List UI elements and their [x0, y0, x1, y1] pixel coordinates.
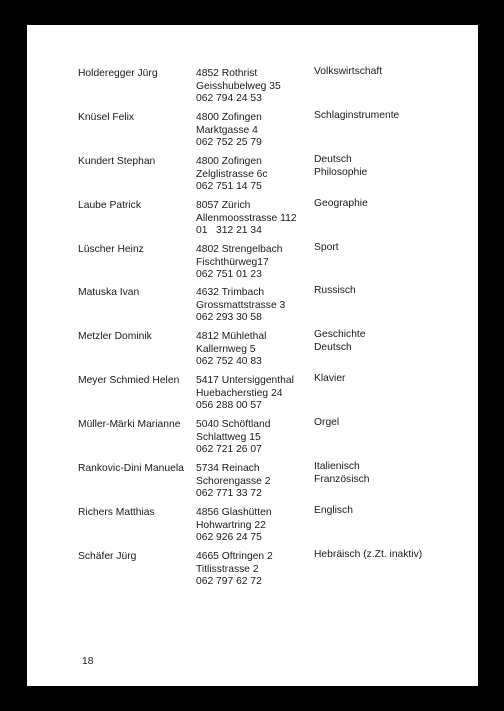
street: Huebacherstieg 24: [196, 387, 283, 399]
document-page: [27, 25, 478, 686]
person-name: Lüscher Heinz: [78, 244, 144, 255]
address-block: [196, 112, 262, 150]
phone-number: 062 721 26 07: [196, 444, 262, 456]
subject-block: [314, 505, 353, 518]
address-block: [196, 244, 282, 282]
subject-block: [314, 373, 345, 386]
postal-city: 4802 Strengelbach: [196, 244, 283, 255]
address-block: [196, 375, 294, 413]
directory-entry: [27, 112, 478, 156]
subject: Philosophie: [314, 166, 368, 178]
postal-city: 4852 Rothrist: [196, 68, 258, 79]
person-name: Metzler Dominik: [78, 331, 152, 342]
subject: Orgel: [314, 417, 340, 428]
phone-number: 01 312 21 34: [196, 225, 262, 237]
address-block: [196, 200, 297, 238]
person-name: Meyer Schmied Helen: [78, 375, 180, 386]
subject: Russisch: [314, 285, 356, 296]
person-name: Holderegger Jürg: [78, 68, 158, 79]
postal-city: 4665 Oftringen 2: [196, 551, 273, 562]
person-name: Schäfer Jürg: [78, 551, 137, 562]
subject: Geographie: [314, 198, 368, 209]
directory-entry: [27, 156, 478, 200]
street: Allenmoosstrasse 112: [196, 212, 297, 224]
phone-number: 062 751 14 75: [196, 181, 262, 193]
subject-block: [314, 154, 367, 179]
subject-block: [314, 461, 370, 486]
phone-number: 062 794 24 53: [196, 93, 262, 105]
subject-block: [314, 549, 422, 562]
address-block: [196, 331, 266, 369]
directory-entry: [27, 507, 478, 551]
phone-number: 062 752 40 83: [196, 356, 262, 368]
phone-number: 062 926 24 75: [196, 532, 262, 544]
address-block: [196, 287, 285, 325]
directory-entry: [27, 68, 478, 112]
subject: Hebräisch (z.Zt. inaktiv): [314, 549, 423, 560]
subject: Schlaginstrumente: [314, 110, 400, 121]
address-block: [196, 551, 273, 589]
street: Schorengasse 2: [196, 475, 271, 487]
postal-city: 4800 Zofingen: [196, 156, 262, 167]
street: Fischthürweg17: [196, 256, 269, 268]
directory-entry: [27, 551, 478, 595]
street: Zelglistrasse 6c: [196, 168, 268, 180]
subject-block: [314, 110, 399, 123]
directory-entry: [27, 200, 478, 244]
person-name: Matuska Ivan: [78, 287, 140, 298]
postal-city: 4812 Mühlethal: [196, 331, 267, 342]
subject-block: [314, 66, 382, 79]
address-block: [196, 419, 270, 457]
street: Geisshubelweg 35: [196, 80, 281, 92]
address-block: [196, 156, 268, 194]
address-block: [196, 507, 272, 545]
phone-number: 062 797 62 72: [196, 576, 262, 588]
directory-entry: [27, 463, 478, 507]
subject: Deutsch: [314, 341, 352, 353]
person-name: Knüsel Felix: [78, 112, 135, 123]
street: Marktgasse 4: [196, 124, 258, 136]
phone-number: 062 752 25 79: [196, 137, 262, 149]
phone-number: 062 751 01 23: [196, 269, 262, 281]
postal-city: 8057 Zürich: [196, 200, 251, 211]
address-block: [196, 68, 281, 106]
street: Hohwartring 22: [196, 519, 266, 531]
subject: Italienisch: [314, 461, 360, 472]
phone-number: 062 293 30 58: [196, 312, 262, 324]
subject: Volkswirtschaft: [314, 66, 383, 77]
postal-city: 4632 Trimbach: [196, 287, 265, 298]
person-name: Rankovic-Dini Manuela: [78, 463, 184, 474]
person-name: Müller-Märki Marianne: [78, 419, 181, 430]
postal-city: 4800 Zofingen: [196, 112, 262, 123]
phone-number: 062 771 33 72: [196, 488, 262, 500]
subject-block: [314, 417, 339, 430]
subject: Sport: [314, 242, 339, 253]
subject: Französisch: [314, 473, 370, 485]
subject: Geschichte: [314, 329, 366, 340]
person-name: Laube Patrick: [78, 200, 141, 211]
street: Kallernweg 5: [196, 343, 256, 355]
subject-block: [314, 285, 356, 298]
person-name: Kundert Stephan: [78, 156, 156, 167]
person-name: Richers Matthias: [78, 507, 155, 518]
postal-city: 5734 Reinach: [196, 463, 260, 474]
phone-number: 056 288 00 57: [196, 400, 262, 412]
subject: Deutsch: [314, 154, 352, 165]
street: Titlisstrasse 2: [196, 563, 259, 575]
subject: Klavier: [314, 373, 346, 384]
subject-block: [314, 242, 339, 255]
street: Schlattweg 15: [196, 431, 261, 443]
directory-entry: [27, 419, 478, 463]
subject-block: [314, 198, 368, 211]
page-number: 18: [82, 656, 94, 667]
street: Grossmattstrasse 3: [196, 299, 286, 311]
address-block: [196, 463, 270, 501]
subject: Englisch: [314, 505, 353, 516]
postal-city: 4856 Glashütten: [196, 507, 272, 518]
directory-entry: [27, 375, 478, 419]
postal-city: 5040 Schöftland: [196, 419, 271, 430]
directory-entry: [27, 287, 478, 331]
subject-block: [314, 329, 366, 354]
directory-entry: [27, 331, 478, 375]
postal-city: 5417 Untersiggenthal: [196, 375, 294, 386]
directory-entry: [27, 244, 478, 288]
